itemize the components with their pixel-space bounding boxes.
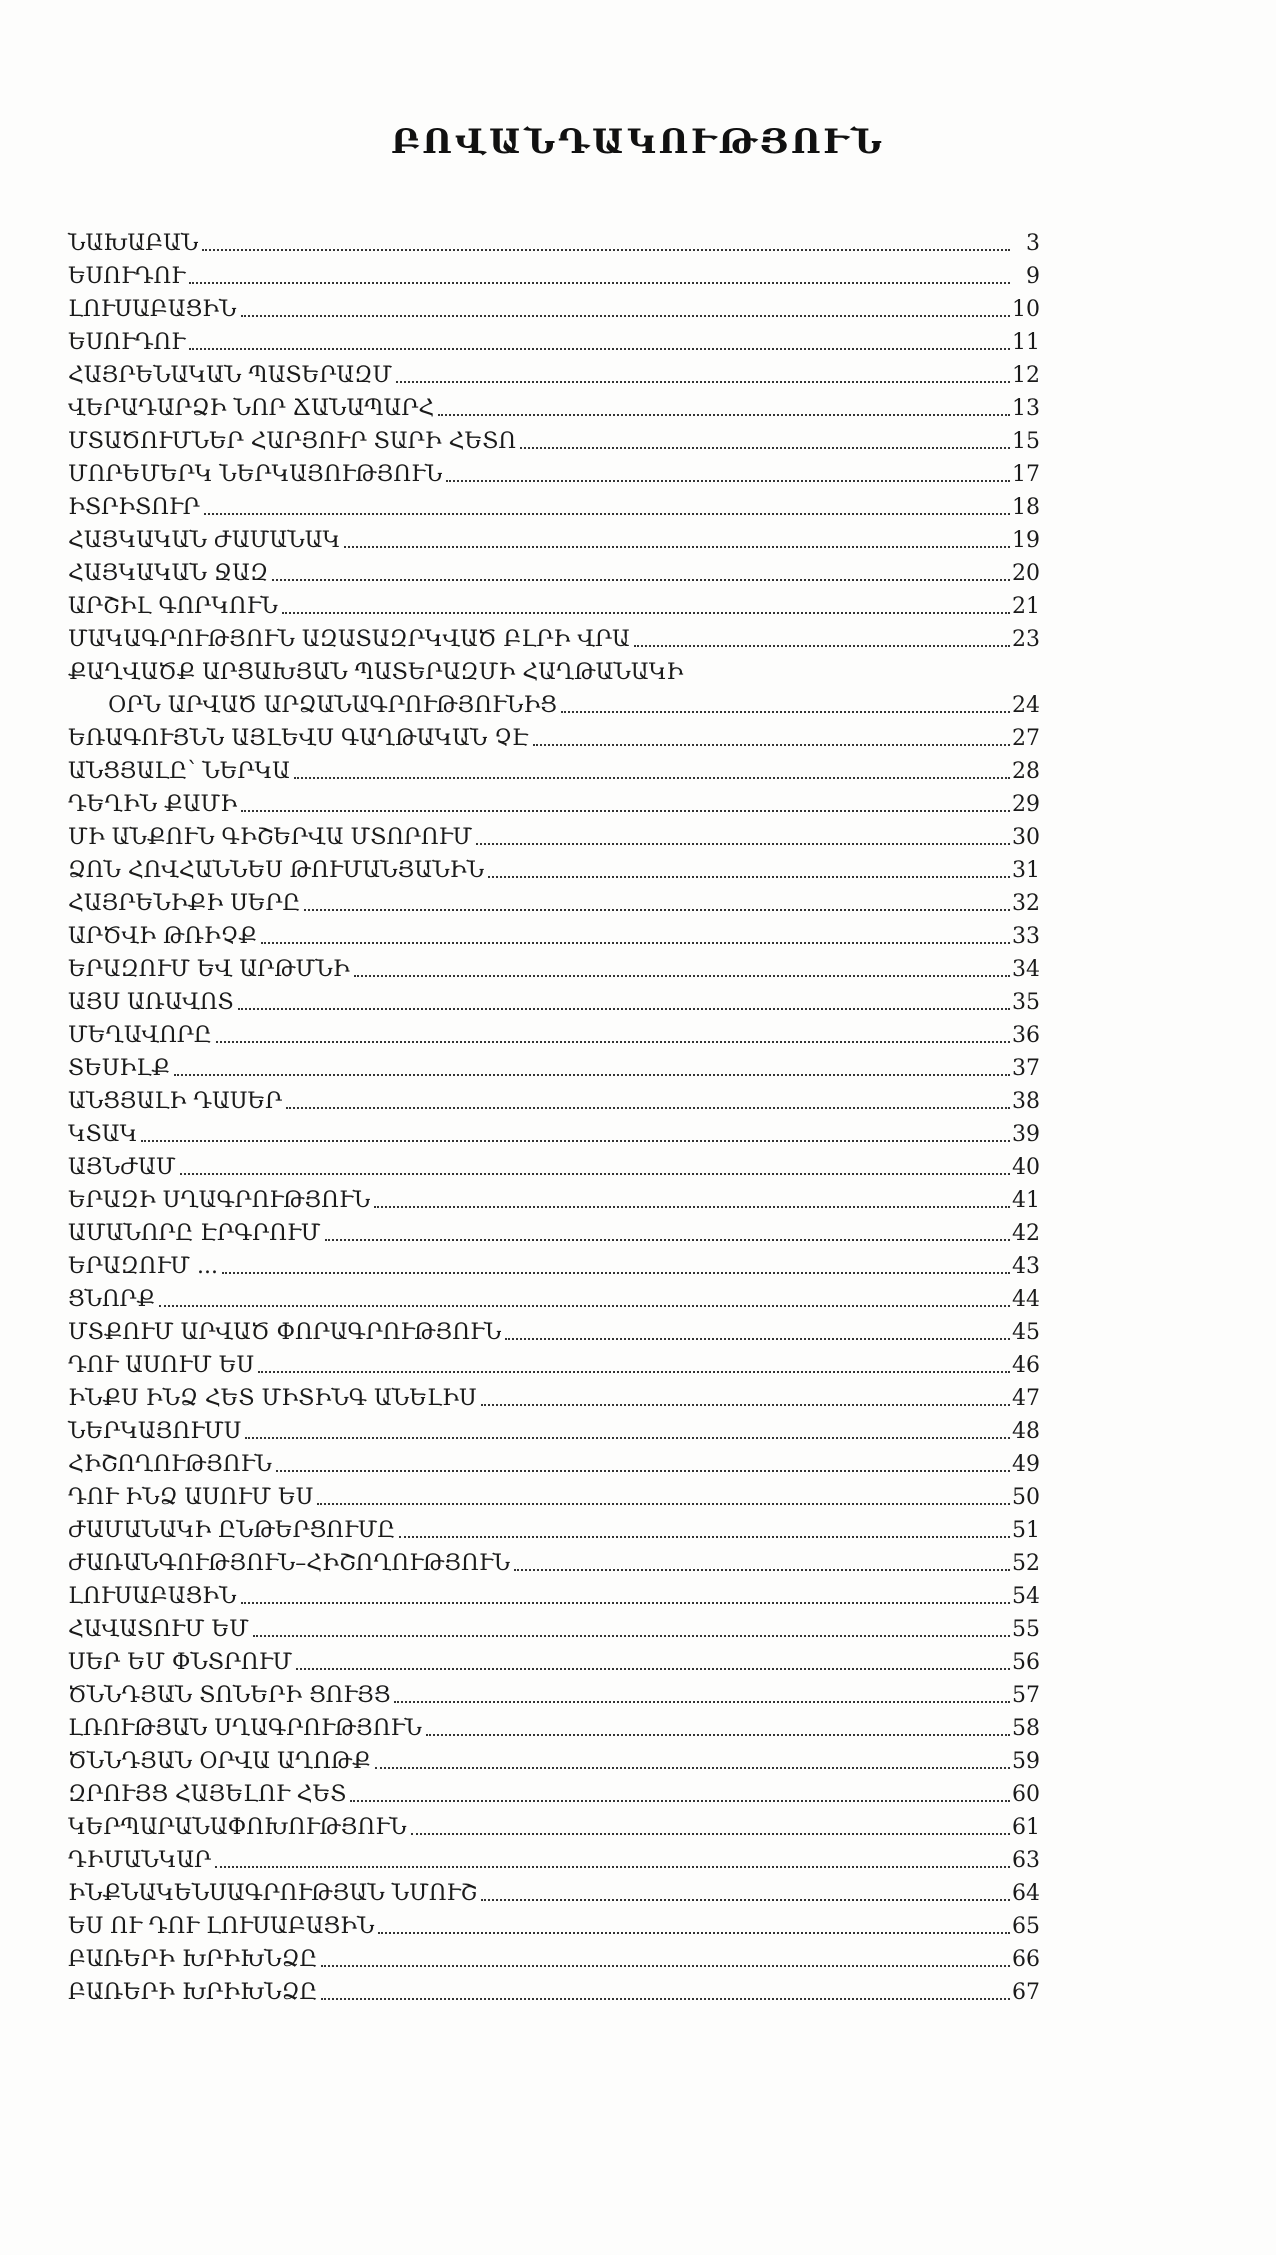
toc-page-number: 60	[1012, 1782, 1040, 1807]
toc-entry-title: ՄՏՔՈՒՄ ԱՐՎԱԾ ՓՈՐԱԳՐՈՒԹՅՈՒՆ	[68, 1320, 502, 1345]
toc-entry-title: ՄԱԿԱԳՐՈՒԹՅՈՒՆ ԱԶԱՏԱԶՐԿՎԱԾ ԲԼՐԻ ՎՐԱ	[68, 627, 630, 652]
toc-dot-leader	[189, 282, 1010, 284]
toc-entry-title: ԴՈՒ ԱՍՈՒՄ ԵՍ	[68, 1353, 255, 1378]
toc-entry	[68, 983, 1040, 1016]
toc-entry	[68, 1742, 1040, 1775]
toc-entry	[68, 389, 1040, 422]
toc-page-number: 54	[1012, 1584, 1040, 1609]
toc-entry	[68, 1115, 1040, 1148]
toc-entry	[68, 1412, 1040, 1445]
toc-entry	[68, 224, 1040, 257]
toc-entry	[68, 1214, 1040, 1247]
table-of-contents	[68, 224, 1040, 2006]
toc-entry	[68, 917, 1040, 950]
toc-dot-leader	[396, 381, 1010, 383]
toc-page-number: 32	[1012, 891, 1040, 916]
toc-page-number: 13	[1012, 396, 1040, 421]
toc-dot-leader	[426, 1734, 1010, 1736]
toc-entry	[68, 884, 1040, 917]
toc-page-number: 43	[1012, 1254, 1040, 1279]
toc-page-number: 55	[1012, 1617, 1040, 1642]
toc-dot-leader	[481, 1404, 1010, 1406]
toc-dot-leader	[411, 1833, 1010, 1835]
toc-entry	[68, 620, 1040, 653]
toc-page-number: 18	[1012, 495, 1040, 520]
toc-entry-title: ԵՍ ՈՒ ԴՈՒ ԼՈՒՍԱԲԱՑԻՆ	[68, 1914, 375, 1939]
toc-entry-title: ԿԵՐՊԱՐԱՆԱՓՈԽՈՒԹՅՈՒՆ	[68, 1815, 407, 1840]
toc-entry-title: ԺԱՄԱՆԱԿԻ ԸՆԹԵՐՑՈՒՄԸ	[68, 1518, 396, 1543]
toc-entry-title: ՄՏԱԾՈՒՄՆԵՐ ՀԱՐՅՈՒՐ ՏԱՐԻ ՀԵՏՈ	[68, 429, 516, 454]
toc-entry	[68, 521, 1040, 554]
toc-entry-title: ՆԵՐԿԱՅՈՒՄՍ	[68, 1419, 242, 1444]
toc-page-number: 52	[1012, 1551, 1040, 1576]
toc-entry-title: ԵՐԱԶՈՒՄ ԵՎ ԱՐԹՄՆԻ	[68, 957, 350, 982]
toc-dot-leader	[350, 1800, 1010, 1802]
toc-page-number: 10	[1012, 297, 1040, 322]
toc-page-number: 44	[1012, 1287, 1040, 1312]
toc-page-number: 64	[1012, 1881, 1040, 1906]
toc-entry-title: ՔԱՂՎԱԾՔ ԱՐՑԱԽՅԱՆ ՊԱՏԵՐԱԶՄԻ ՀԱՂԹԱՆԱԿԻ	[68, 660, 684, 685]
toc-entry-title: ՄԻ ԱՆՔՈՒՆ ԳԻՇԵՐՎԱ ՄՏՈՐՈՒՄ	[68, 825, 473, 850]
toc-entry	[68, 422, 1040, 455]
toc-page-number: 34	[1012, 957, 1040, 982]
toc-dot-leader	[261, 942, 1010, 944]
toc-dot-leader	[241, 1602, 1010, 1604]
toc-entry-title: ԲԱՌԵՐԻ ԽՐԻԽՆՁԸ	[68, 1947, 318, 1972]
toc-entry-title: ԵՐԱԶՈՒՄ ...	[68, 1254, 218, 1279]
toc-entry	[68, 1775, 1040, 1808]
toc-page-number: 41	[1012, 1188, 1040, 1213]
toc-entry	[68, 1346, 1040, 1379]
toc-entry-title: ՑՆՈՐՔ	[68, 1287, 156, 1312]
toc-entry	[68, 1973, 1040, 2006]
toc-dot-leader	[321, 1965, 1010, 1967]
toc-dot-leader	[141, 1140, 1010, 1142]
toc-entry	[68, 752, 1040, 785]
toc-entry-title: ՄՈՐԵՄԵՐԿ ՆԵՐԿԱՅՈՒԹՅՈՒՆ	[68, 462, 443, 487]
toc-page-number: 38	[1012, 1089, 1040, 1114]
toc-entry	[68, 1181, 1040, 1214]
toc-page-number: 28	[1012, 759, 1040, 784]
toc-dot-leader	[476, 843, 1010, 845]
toc-dot-leader	[374, 1206, 1010, 1208]
toc-dot-leader	[375, 1767, 1010, 1769]
toc-page-number: 51	[1012, 1518, 1040, 1543]
toc-dot-leader	[304, 909, 1010, 911]
toc-dot-leader	[488, 876, 1010, 878]
toc-page-number: 66	[1012, 1947, 1040, 1972]
toc-dot-leader	[321, 1998, 1010, 2000]
toc-page-number: 29	[1012, 792, 1040, 817]
toc-entry	[68, 1016, 1040, 1049]
toc-entry	[68, 1280, 1040, 1313]
toc-entry-title: ԴԵՂԻՆ ՔԱՄԻ	[68, 792, 238, 817]
toc-entry-title: ՁՈՆ ՀՈՎՀԱՆՆԵՍ ԹՈՒՄԱՆՅԱՆԻՆ	[68, 858, 485, 883]
toc-dot-leader	[296, 1668, 1010, 1670]
toc-entry	[68, 455, 1040, 488]
toc-entry	[68, 1511, 1040, 1544]
toc-entry-title: ԼՌՈՒԹՅԱՆ ՍՂԱԳՐՈՒԹՅՈՒՆ	[68, 1716, 422, 1741]
toc-dot-leader	[180, 1173, 1010, 1175]
toc-entry	[68, 257, 1040, 290]
toc-dot-leader	[215, 1866, 1010, 1868]
toc-dot-leader	[282, 612, 1010, 614]
toc-entry-title: ՍԵՐ ԵՄ ՓՆՏՐՈՒՄ	[68, 1650, 293, 1675]
toc-entry-title: ՀԻՇՈՂՈՒԹՅՈՒՆ	[68, 1452, 272, 1477]
toc-entry-title: ԱՆՑՅԱԼԸ՝ ՆԵՐԿԱ	[68, 759, 290, 784]
toc-entry-title: ԼՈՒՍԱԲԱՑԻՆ	[68, 297, 237, 322]
toc-entry	[68, 1445, 1040, 1478]
toc-entry-title: ԾՆՆԴՅԱՆ ՕՐՎԱ ԱՂՈԹՔ	[68, 1749, 371, 1774]
toc-entry	[68, 1247, 1040, 1280]
toc-dot-leader	[216, 1041, 1010, 1043]
toc-page-number: 11	[1012, 330, 1040, 355]
toc-entry-title: ՆԱԽԱԲԱՆ	[68, 231, 199, 256]
toc-dot-leader	[634, 645, 1010, 647]
toc-entry	[68, 587, 1040, 620]
toc-entry-title: ՎԵՐԱԴԱՐՁԻ ՆՈՐ ՃԱՆԱՊԱՐՀ	[68, 396, 435, 421]
toc-entry-title: ՕՐՆ ԱՐՎԱԾ ԱՐՁԱՆԱԳՐՈՒԹՅՈՒՆԻՑ	[108, 693, 557, 718]
toc-dot-leader	[222, 1272, 1010, 1274]
toc-entry	[68, 554, 1040, 587]
toc-page-number: 12	[1012, 363, 1040, 388]
toc-dot-leader	[258, 1371, 1010, 1373]
toc-entry	[68, 356, 1040, 389]
toc-entry-title: ԵՍՈՒԴՈՒ	[68, 330, 185, 355]
toc-entry-title: ԴՈՒ ԻՆՁ ԱՍՈՒՄ ԵՍ	[68, 1485, 314, 1510]
toc-entry	[68, 950, 1040, 983]
toc-entry-title: ԴԻՄԱՆԿԱՐ	[68, 1848, 212, 1873]
toc-entry	[68, 785, 1040, 818]
toc-page-number: 63	[1012, 1848, 1040, 1873]
toc-entry-title: ՄԵՂԱՎՈՐԸ	[68, 1023, 212, 1048]
toc-dot-leader	[174, 1074, 1010, 1076]
toc-page-number: 15	[1012, 429, 1040, 454]
toc-entry-title: ԱՅՍ ԱՌԱՎՈՏ	[68, 990, 234, 1015]
toc-dot-leader	[317, 1503, 1010, 1505]
toc-dot-leader	[245, 1437, 1010, 1439]
toc-page-number: 21	[1012, 594, 1040, 619]
toc-page-number: 47	[1012, 1386, 1040, 1411]
toc-page-number: 46	[1012, 1353, 1040, 1378]
toc-page-number: 42	[1012, 1221, 1040, 1246]
toc-entry-title: ԱՐՇԻԼ ԳՈՐԿՈՒՆ	[68, 594, 278, 619]
toc-entry	[68, 1643, 1040, 1676]
toc-page-number: 20	[1012, 561, 1040, 586]
toc-entry-title: ՀԱՅՐԵՆԻՔԻ ՍԵՐԸ	[68, 891, 301, 916]
toc-page-number: 49	[1012, 1452, 1040, 1477]
toc-page-number: 67	[1012, 1980, 1040, 2005]
toc-dot-leader	[238, 1008, 1010, 1010]
toc-dot-leader	[520, 447, 1010, 449]
toc-dot-leader	[378, 1932, 1010, 1934]
toc-page-number: 40	[1012, 1155, 1040, 1180]
toc-dot-leader	[189, 348, 1010, 350]
toc-dot-leader	[294, 777, 1010, 779]
toc-page-number: 45	[1012, 1320, 1040, 1345]
toc-dot-leader	[276, 1470, 1010, 1472]
toc-dot-leader	[272, 579, 1010, 581]
toc-dot-leader	[446, 480, 1010, 482]
toc-entry	[68, 818, 1040, 851]
toc-page-number: 17	[1012, 462, 1040, 487]
toc-page-number: 61	[1012, 1815, 1040, 1840]
toc-entry-title: ԱՆՑՅԱԼԻ ԴԱՍԵՐ	[68, 1089, 283, 1114]
toc-page-number: 9	[1026, 264, 1040, 289]
toc-dot-leader	[344, 546, 1010, 548]
toc-page-number: 56	[1012, 1650, 1040, 1675]
toc-entry	[68, 1940, 1040, 1973]
toc-page-number: 59	[1012, 1749, 1040, 1774]
toc-entry-title: ԻՏՐԻՏՈՒՐ	[68, 495, 200, 520]
toc-page-number: 33	[1012, 924, 1040, 949]
toc-page-number: 48	[1012, 1419, 1040, 1444]
toc-entry-title: ԼՈՒՍԱԲԱՑԻՆ	[68, 1584, 237, 1609]
toc-page-number: 27	[1012, 726, 1040, 751]
toc-entry	[68, 1478, 1040, 1511]
toc-entry-title: ԵՍՈՒԴՈՒ	[68, 264, 185, 289]
toc-entry	[68, 1313, 1040, 1346]
toc-entry-title: ԱՄԱՆՈՐԸ ԷՐԳՐՈՒՄ	[68, 1221, 321, 1246]
toc-dot-leader	[325, 1239, 1010, 1241]
toc-entry	[68, 1148, 1040, 1181]
toc-page-number: 39	[1012, 1122, 1040, 1147]
toc-page-number: 37	[1012, 1056, 1040, 1081]
toc-entry	[68, 1049, 1040, 1082]
toc-entry-title: ԵՐԱԶԻ ՍՂԱԳՐՈՒԹՅՈՒՆ	[68, 1188, 371, 1213]
toc-entry	[68, 323, 1040, 356]
toc-entry-title: ԿՏԱԿ	[68, 1122, 138, 1147]
toc-dot-leader	[399, 1536, 1010, 1538]
toc-entry	[68, 1610, 1040, 1643]
toc-dot-leader	[241, 810, 1010, 812]
toc-dot-leader	[354, 975, 1010, 977]
toc-entry	[68, 1544, 1040, 1577]
toc-page-number: 50	[1012, 1485, 1040, 1510]
toc-entry-title: ՀԱՅԿԱԿԱՆ ՋԱԶ	[68, 561, 269, 586]
toc-entry-title: ԺԱՌԱՆԳՈՒԹՅՈՒՆ–ՀԻՇՈՂՈՒԹՅՈՒՆ	[68, 1551, 511, 1576]
toc-entry-title: ԾՆՆԴՅԱՆ ՏՈՆԵՐԻ ՑՈՒՅՑ	[68, 1683, 391, 1708]
toc-entry-title: ՀԱՅՐԵՆԱԿԱՆ ՊԱՏԵՐԱԶՄ	[68, 363, 393, 388]
toc-entry-title: ԻՆՔՍ ԻՆՁ ՀԵՏ ՄԻՏԻՆԳ ԱՆԵԼԻՍ	[68, 1386, 477, 1411]
toc-page-number: 19	[1012, 528, 1040, 553]
toc-entry	[68, 1082, 1040, 1115]
toc-page-number: 58	[1012, 1716, 1040, 1741]
toc-dot-leader	[159, 1305, 1010, 1307]
toc-entry	[68, 1874, 1040, 1907]
toc-dot-leader	[204, 513, 1010, 515]
toc-entry-title: ԲԱՌԵՐԻ ԽՐԻԽՆՁԸ	[68, 1980, 318, 2005]
toc-page-number: 65	[1012, 1914, 1040, 1939]
toc-dot-leader	[481, 1899, 1010, 1901]
toc-entry	[68, 1709, 1040, 1742]
toc-page-number: 24	[1012, 693, 1040, 718]
toc-entry-title: ՏԵՍԻԼՔ	[68, 1056, 170, 1081]
toc-dot-leader	[505, 1338, 1010, 1340]
toc-entry	[68, 1379, 1040, 1412]
toc-dot-leader	[533, 744, 1010, 746]
toc-entry	[68, 1841, 1040, 1874]
toc-entry-title: ԱՐԾՎԻ ԹՌԻՉՔ	[68, 924, 257, 949]
toc-dot-leader	[438, 414, 1010, 416]
toc-entry	[68, 1577, 1040, 1610]
toc-entry-title: ԻՆՔՆԱԿԵՆՍԱԳՐՈՒԹՅԱՆ ՆՄՈՒՇ	[68, 1881, 477, 1906]
toc-entry-title: ՀԱՅԿԱԿԱՆ ԺԱՄԱՆԱԿ	[68, 528, 341, 553]
toc-dot-leader	[514, 1569, 1010, 1571]
toc-page-number: 23	[1012, 627, 1040, 652]
toc-entry-title: ԶՐՈՒՅՑ ՀԱՅԵԼՈՒ ՀԵՏ	[68, 1782, 347, 1807]
toc-page-number: 31	[1012, 858, 1040, 883]
toc-page-number: 3	[1026, 231, 1040, 256]
toc-page-number: 57	[1012, 1683, 1040, 1708]
toc-entry	[68, 1676, 1040, 1709]
toc-entry	[68, 488, 1040, 521]
toc-entry	[68, 851, 1040, 884]
toc-entry	[68, 1907, 1040, 1940]
page-title: ԲՈՎԱՆԴԱԿՈՒԹՅՈՒՆ	[391, 122, 885, 162]
toc-dot-leader	[241, 315, 1010, 317]
toc-entry-title: ԱՅՆԺԱՄ	[68, 1155, 176, 1180]
toc-page-number: 30	[1012, 825, 1040, 850]
toc-entry	[68, 686, 1040, 719]
toc-dot-leader	[202, 249, 1010, 251]
toc-dot-leader	[253, 1635, 1010, 1637]
toc-entry	[68, 719, 1040, 752]
toc-entry	[68, 1808, 1040, 1841]
toc-dot-leader	[561, 711, 1010, 713]
toc-entry-title: ՀԱՎԱՏՈՒՄ ԵՄ	[68, 1617, 249, 1642]
toc-entry	[68, 653, 1040, 686]
toc-entry	[68, 290, 1040, 323]
toc-entry-title: ԵՌԱԳՈՒՅՆՆ ԱՅԼԵՎՍ ԳԱՂԹԱԿԱՆ ՉԷ	[68, 726, 529, 751]
toc-page-number: 36	[1012, 1023, 1040, 1048]
toc-page-number: 35	[1012, 990, 1040, 1015]
toc-dot-leader	[286, 1107, 1010, 1109]
toc-dot-leader	[394, 1701, 1010, 1703]
